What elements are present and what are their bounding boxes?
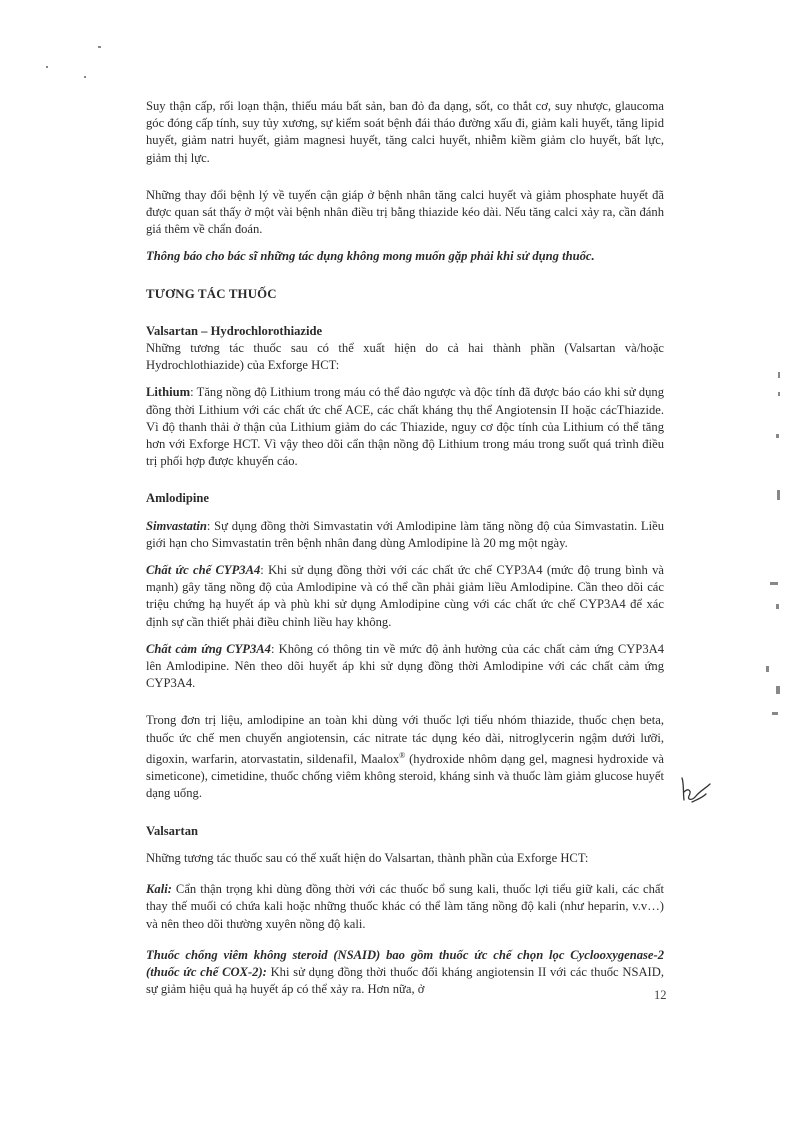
scan-speck	[778, 392, 780, 396]
kali-text: Cẩn thận trọng khi dùng đồng thời với các thuốc bổ sung kali, thuốc lợi tiểu giữ kali, các chất thay thế muối có chứa kali hoặc những thuốc khác có thể làm tăng nồng độ kali (như heparin, v.v…) và nên theo dõi thường xuyên nồng độ kali.	[146, 882, 664, 931]
valsartan-intro: Những tương tác thuốc sau có thể xuất hiện do Valsartan, thành phần của Exforge HCT:	[146, 850, 589, 865]
document-page	[146, 98, 664, 998]
cyp3a4-inducer-label: Chất cảm ứng CYP3A4	[146, 641, 271, 656]
monotherapy-text-b: (hydroxide nhôm dạng gel, magnesi hydroxide và simeticone), cimetidine, thuốc chống viêm không steroid, kháng sinh và thuốc làm giảm glucose huyết dạng uống.	[146, 752, 664, 801]
monotherapy-paragraph	[146, 712, 664, 802]
simvastatin-text: : Sự dụng đồng thời Simvastatin với Amlodipine làm tăng nồng độ của Simvastatin. Liều giới hạn cho Simvastatin trên bệnh nhân đang dùng Amlodipine là 20 mg một ngày.	[146, 518, 664, 550]
cyp3a4-inhibitor-label: Chất ức chế CYP3A4	[146, 563, 261, 578]
scan-speck	[776, 686, 780, 694]
section-title: TƯƠNG TÁC THUỐC	[146, 286, 277, 301]
simvastatin-paragraph	[146, 518, 664, 552]
cyp3a4-inducer-text: : Không có thông tin về mức độ ảnh hưởng của các chất cảm ứng CYP3A4 lên Amlodipine. Nên theo dõi huyết áp khi sử dụng đồng thời Amlodipine với các chất cảm ứng CYP3A4.	[146, 641, 665, 691]
parathyroid-paragraph: Những thay đổi bệnh lý về tuyến cận giáp ở bệnh nhân tăng calci huyết và giảm phosphate huyết đã được quan sát thấy ở một vài bệnh nhân điều trị bằng thiazide kéo dài. Nếu tăng calci xảy ra, cần đánh giá thêm về chẩn đoán.	[146, 187, 664, 237]
scan-speck	[776, 604, 779, 609]
scan-speck	[772, 712, 778, 715]
nsaid-paragraph	[146, 947, 664, 999]
scan-speck	[98, 46, 101, 48]
amlodipine-heading: Amlodipine	[146, 491, 209, 506]
valsartan-heading: Valsartan	[146, 823, 199, 838]
nsaid-label: Thuốc chống viêm không steroid (NSAID) bao gồm thuốc ức chế chọn lọc Cyclooxygenase-2 (thuốc ức chế COX-2):	[146, 947, 664, 979]
handwritten-initials-icon	[676, 774, 712, 808]
side-effects-paragraph: Suy thận cấp, rối loạn thận, thiếu máu bất sản, ban đỏ đa dạng, sốt, co thắt cơ, suy nhược, glaucoma góc đóng cấp tính, suy tủy xương, sự kiểm soát bệnh đái tháo đường xấu đi, giảm kali huyết, tăng lipid huyết, giảm natri huyết, giảm magnesi huyết, tăng calci huyết, nhiễm kiềm giảm clo huyết, bất lực, giảm thị lực.	[146, 99, 664, 165]
kali-paragraph	[146, 881, 664, 933]
nsaid-text: Khi sử dụng đồng thời thuốc đối kháng angiotensin II với các thuốc NSAID, sự giảm hiệu quả hạ huyết áp có thể xảy ra. Hơn nữa, ở	[146, 964, 664, 997]
cyp3a4-inhibitor-text: : Khi sử dụng đồng thời với các chất ức chế CYP3A4 (mức độ trung bình và mạnh) gây tăng nồng độ của Amlodipine và có thể cần phải giảm liều Amlodipine. Cần theo dõi các triệu chứng hạ huyết áp và phù khi sử dụng Amlodipine cùng với các chất ức chế CYP3A4 để xác định sự cần thiết phải điều chỉnh liều hay không.	[146, 563, 664, 629]
registered-mark: ®	[399, 750, 406, 760]
cyp3a4-inhibitor-paragraph	[146, 562, 664, 631]
scan-speck	[766, 666, 769, 672]
lithium-paragraph	[146, 384, 664, 470]
lithium-label: Lithium	[146, 385, 191, 400]
page-number: 12	[654, 988, 667, 1002]
scan-speck	[770, 582, 778, 585]
lithium-text: : Tăng nồng độ Lithium trong máu có thể đảo ngược và độc tính đã được báo cáo khi sử dụng đồng thời Lithium với các chất ức chế ACE, các chất kháng thụ thể Angiotensin II hoặc cácThiazide. Vì độ thanh thải ở thận của Lithium giảm do các Thiazide, nguy cơ độc tính của Lithium có thể tăng hơn với Exforge HCT. Vì vậy theo dõi cẩn thận nồng độ Lithium trong máu trong suốt quá trình điều trị phối hợp được khuyến cáo.	[146, 385, 664, 469]
valsartan-hctz-heading: Valsartan – Hydrochlorothiazide	[146, 323, 323, 338]
scan-speck	[46, 66, 48, 68]
scan-speck	[776, 434, 779, 438]
valsartan-hctz-intro: Những tương tác thuốc sau có thể xuất hiện do cả hai thành phần (Valsartan và/hoặc Hydrochlothiazide) của Exforge HCT:	[146, 341, 664, 373]
notice-paragraph: Thông báo cho bác sĩ những tác dụng không mong muốn gặp phải khi sử dụng thuốc.	[146, 249, 595, 264]
scan-speck	[778, 372, 780, 378]
cyp3a4-inducer-paragraph	[146, 641, 664, 693]
simvastatin-label: Simvastatin	[146, 518, 207, 533]
monotherapy-text-a: Trong đơn trị liệu, amlodipine an toàn khi dùng với thuốc lợi tiểu nhóm thiazide, thuốc chẹn beta, thuốc ức chế men chuyển angiotensin, các nitrate tác dụng kéo dài, nitroglycerin ngậm dưới lưỡi, digoxin, warfarin, atorvastatin, sildenafil, Maalox	[146, 713, 664, 767]
scan-speck	[777, 490, 780, 500]
scan-speck	[84, 76, 86, 78]
kali-label: Kali:	[146, 882, 172, 897]
